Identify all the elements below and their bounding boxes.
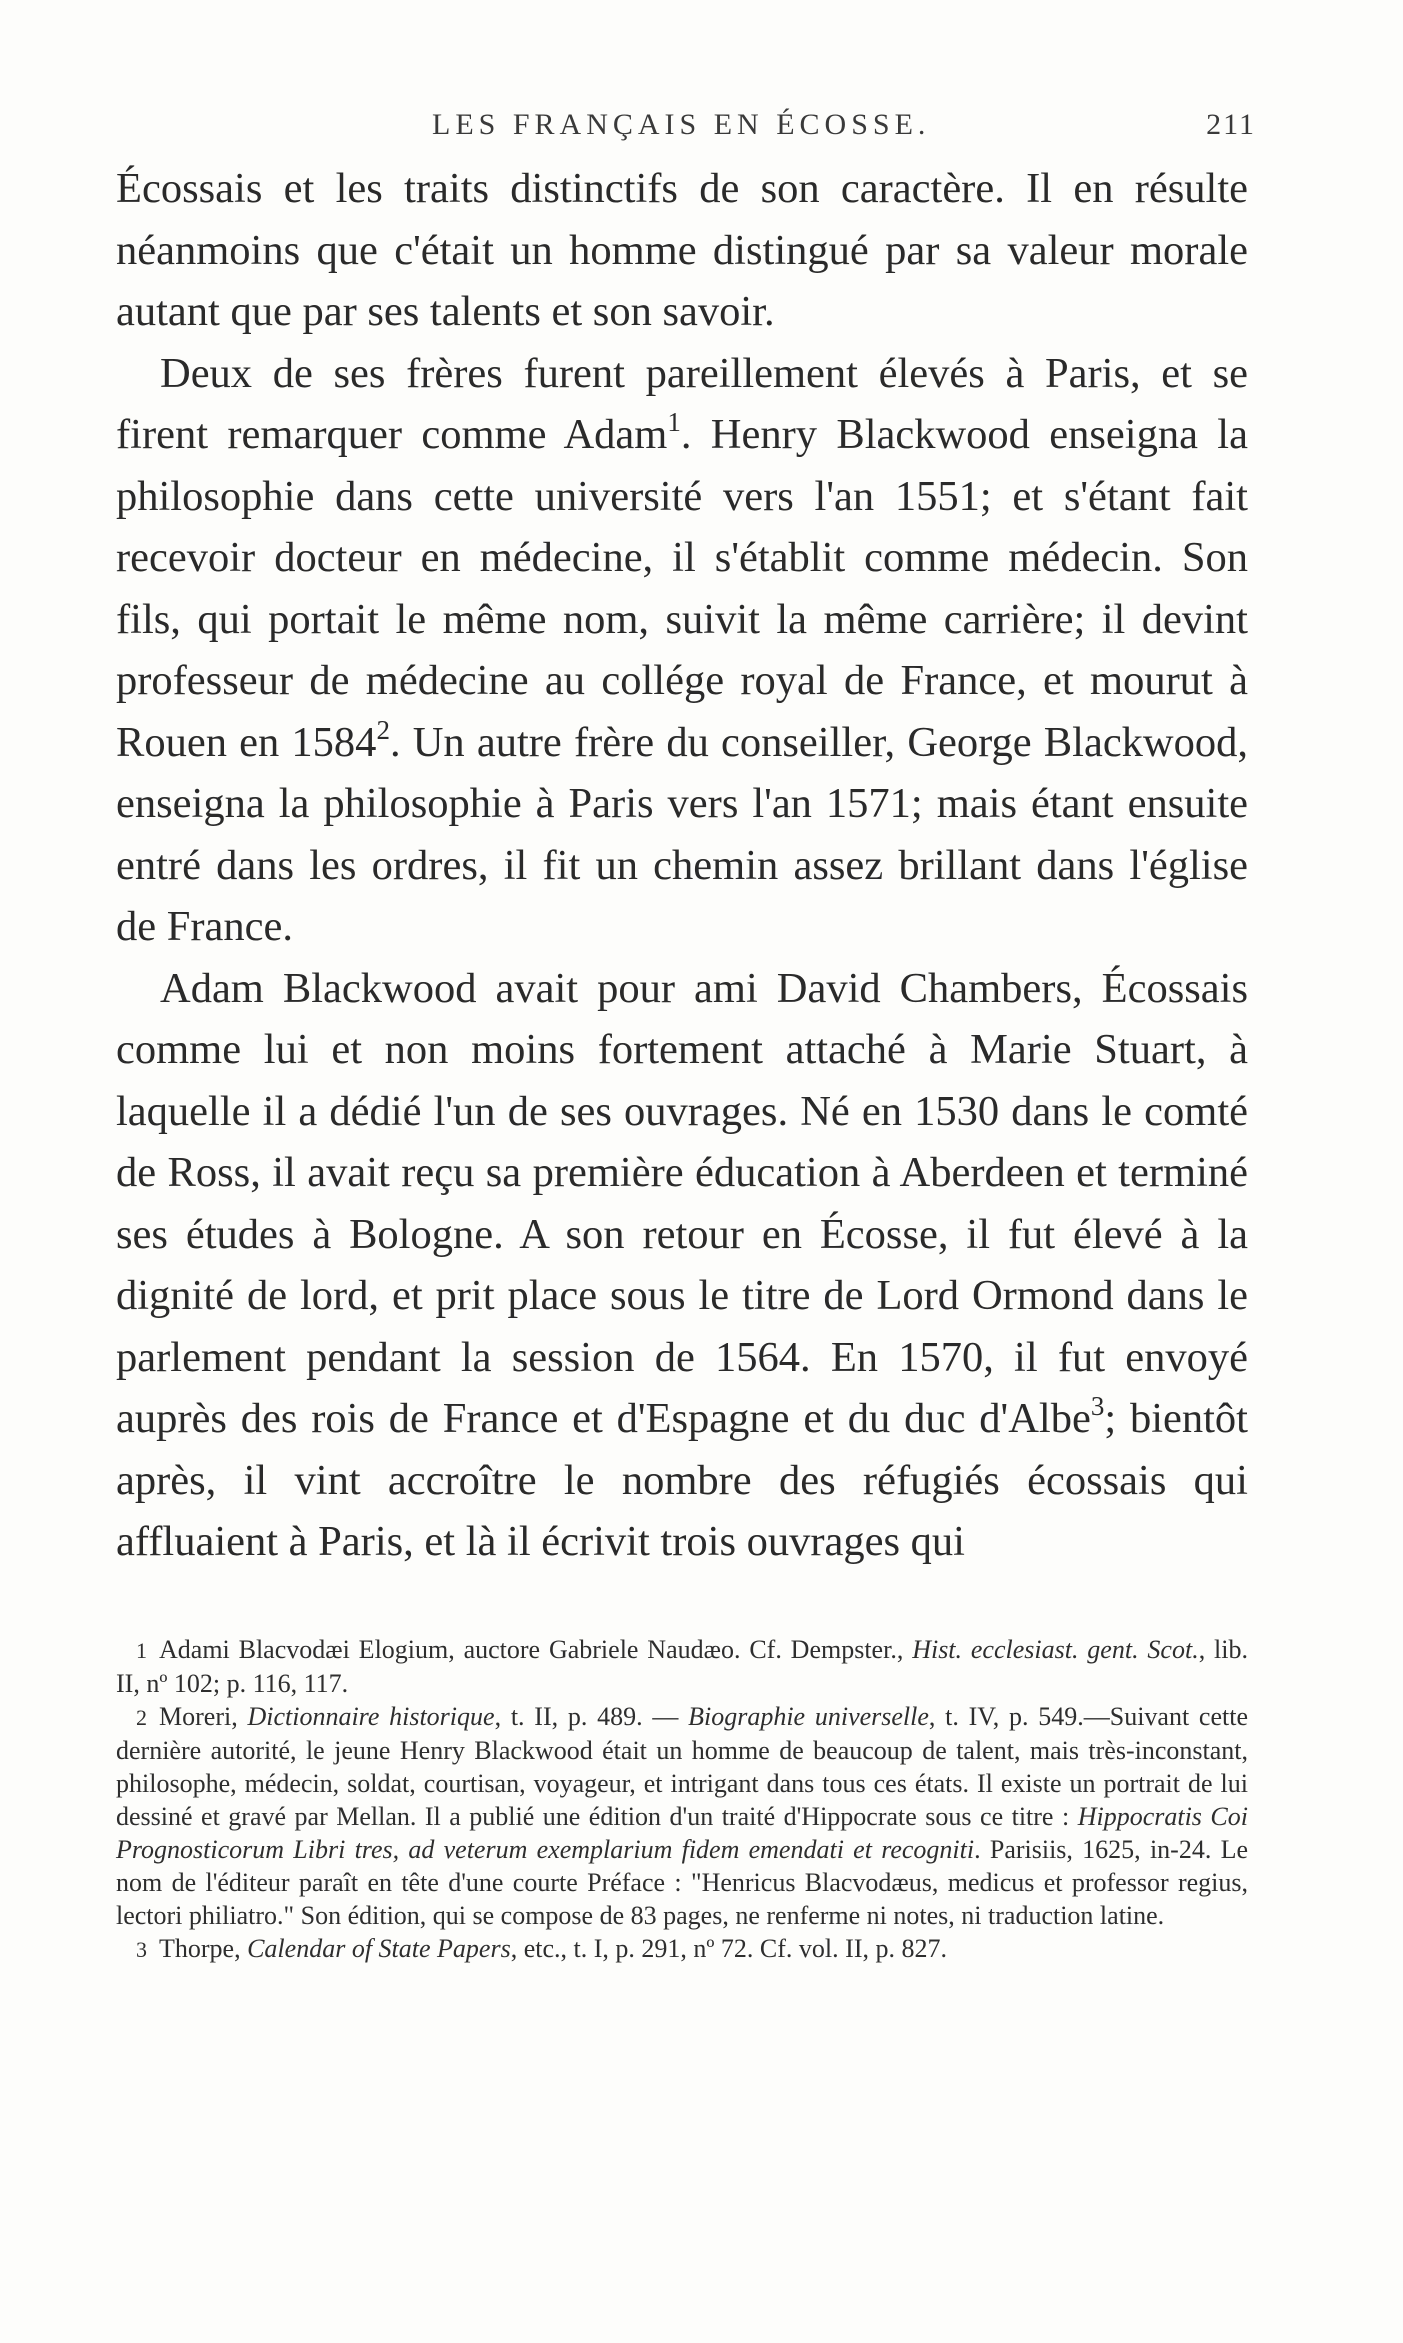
footnote-1-text-a: Adami Blacvodæi Elogium, auctore Gabriele Naudæo. Cf. Dempster., — [159, 1635, 913, 1664]
main-text — [116, 158, 1248, 1573]
paragraph-3 — [116, 958, 1248, 1573]
paragraph-2-part-c: . Un autre frère du conseiller, George Blackwood, enseigna la philosophie à Paris vers l'an 1571; mais étant ensuite entré dans les ordres, il fit un chemin assez brillant dans l'église de France. — [116, 718, 1249, 950]
footnote-1-number: 1 — [136, 1638, 147, 1663]
footnote-ref-3: 3 — [1090, 1391, 1105, 1421]
footnote-ref-2: 2 — [376, 714, 390, 745]
footnote-3-title: Calendar of State Papers — [247, 1934, 511, 1963]
footnote-3-text-a: Thorpe, — [159, 1934, 248, 1963]
page-number: 211 — [1206, 108, 1256, 141]
footnote-2-title-3: Hippocratis Coi Prognosticorum Libri tres, ad veterum exemplarium fidem emendati et recogniti — [116, 1802, 1248, 1864]
footnote-3 — [116, 1932, 1248, 1966]
footnote-3-text-b: , etc., t. I, p. 291, nº 72. Cf. vol. II, p. 827. — [510, 1934, 947, 1963]
footnote-2-title-1: Dictionnaire historique — [247, 1702, 495, 1731]
footnote-3-number: 3 — [136, 1937, 147, 1962]
footnote-ref-1: 1 — [667, 407, 681, 437]
paragraph-2-part-a: Deux de ses frères furent pareillement élevés à Paris, et se firent remarquer comme Adam — [116, 349, 1248, 458]
paragraph-2-part-b: . Henry Blackwood enseigna la philosophie dans cette université vers l'an 1551; et s'étant fait recevoir docteur en médecine, il s'établit comme médecin. Son fils, qui portait le même nom, suivit la même carrière; il devint professeur de médecine au collége royal de France, et mourut à Rouen en 1584 — [116, 411, 1248, 766]
running-title: LES FRANÇAIS EN ÉCOSSE. — [432, 108, 931, 141]
paragraph-3-part-a: Adam Blackwood avait pour ami David Chambers, Écossais comme lui et non moins fortement attaché à Marie Stuart, à laquelle il a dédié l'un de ses ouvrages. Né en 1530 dans le comté de Ross, il avait reçu sa première éducation à Aberdeen et terminé ses études à Bologne. A son retour en Écosse, il fut élevé à la dignité de lord, et prit place sous le titre de Lord Ormond dans le parlement pendant la session de 1564. En 1570, il fut envoyé auprès des rois de France et d'Espagne et du duc d'Albe — [116, 964, 1248, 1442]
footnote-2-text-c: , t. IV, p. 549.—Suivant cette dernière autorité, le jeune Henry Blackwood était un homme de beaucoup de talent, mais très-inconstant, philosophe, médecin, soldat, courtisan, voyageur, et intrigant dans tous ces états. Il existe un portrait de lui dessiné et gravé par Mellan. Il a publié une édition d'un traité d'Hippocrate sous ce titre : — [116, 1702, 1248, 1831]
footnote-2-title-2: Biographie universelle — [688, 1702, 929, 1731]
paragraph-3-part-b: ; bientôt après, il vint accroître le nombre des réfugiés écossais qui affluaient à Paris, et là il écrivit trois ouvrages qui — [116, 1395, 1248, 1565]
footnote-1-title: Hist. ecclesiast. gent. Scot. — [912, 1635, 1199, 1664]
paragraph-1: Écossais et les traits distinctifs de son caractère. Il en résulte néanmoins que c'était un homme distingué par sa valeur morale autant que par ses talents et son savoir. — [116, 165, 1248, 335]
footnote-2-number: 2 — [136, 1705, 147, 1730]
footnote-2-text-a: Moreri, — [159, 1702, 248, 1731]
footnote-1 — [116, 1633, 1248, 1700]
footnote-2 — [116, 1700, 1248, 1932]
footnotes — [116, 1633, 1248, 1966]
paragraph-2 — [116, 343, 1248, 958]
footnote-1-text-b: , lib. II, nº 102; p. 116, 117. — [116, 1635, 1249, 1698]
footnote-2-text-d: . Parisiis, 1625, in-24. Le nom de l'éditeur paraît en tête d'une courte Préface : "Henricus Blacvodæus, medicus et professor regius, lectori philiatro." Son édition, qui se compose de 83 pages, ne renferme ni notes, ni traduction latine. — [116, 1835, 1248, 1930]
footnote-2-text-b: , t. II, p. 489. — — [494, 1702, 689, 1731]
